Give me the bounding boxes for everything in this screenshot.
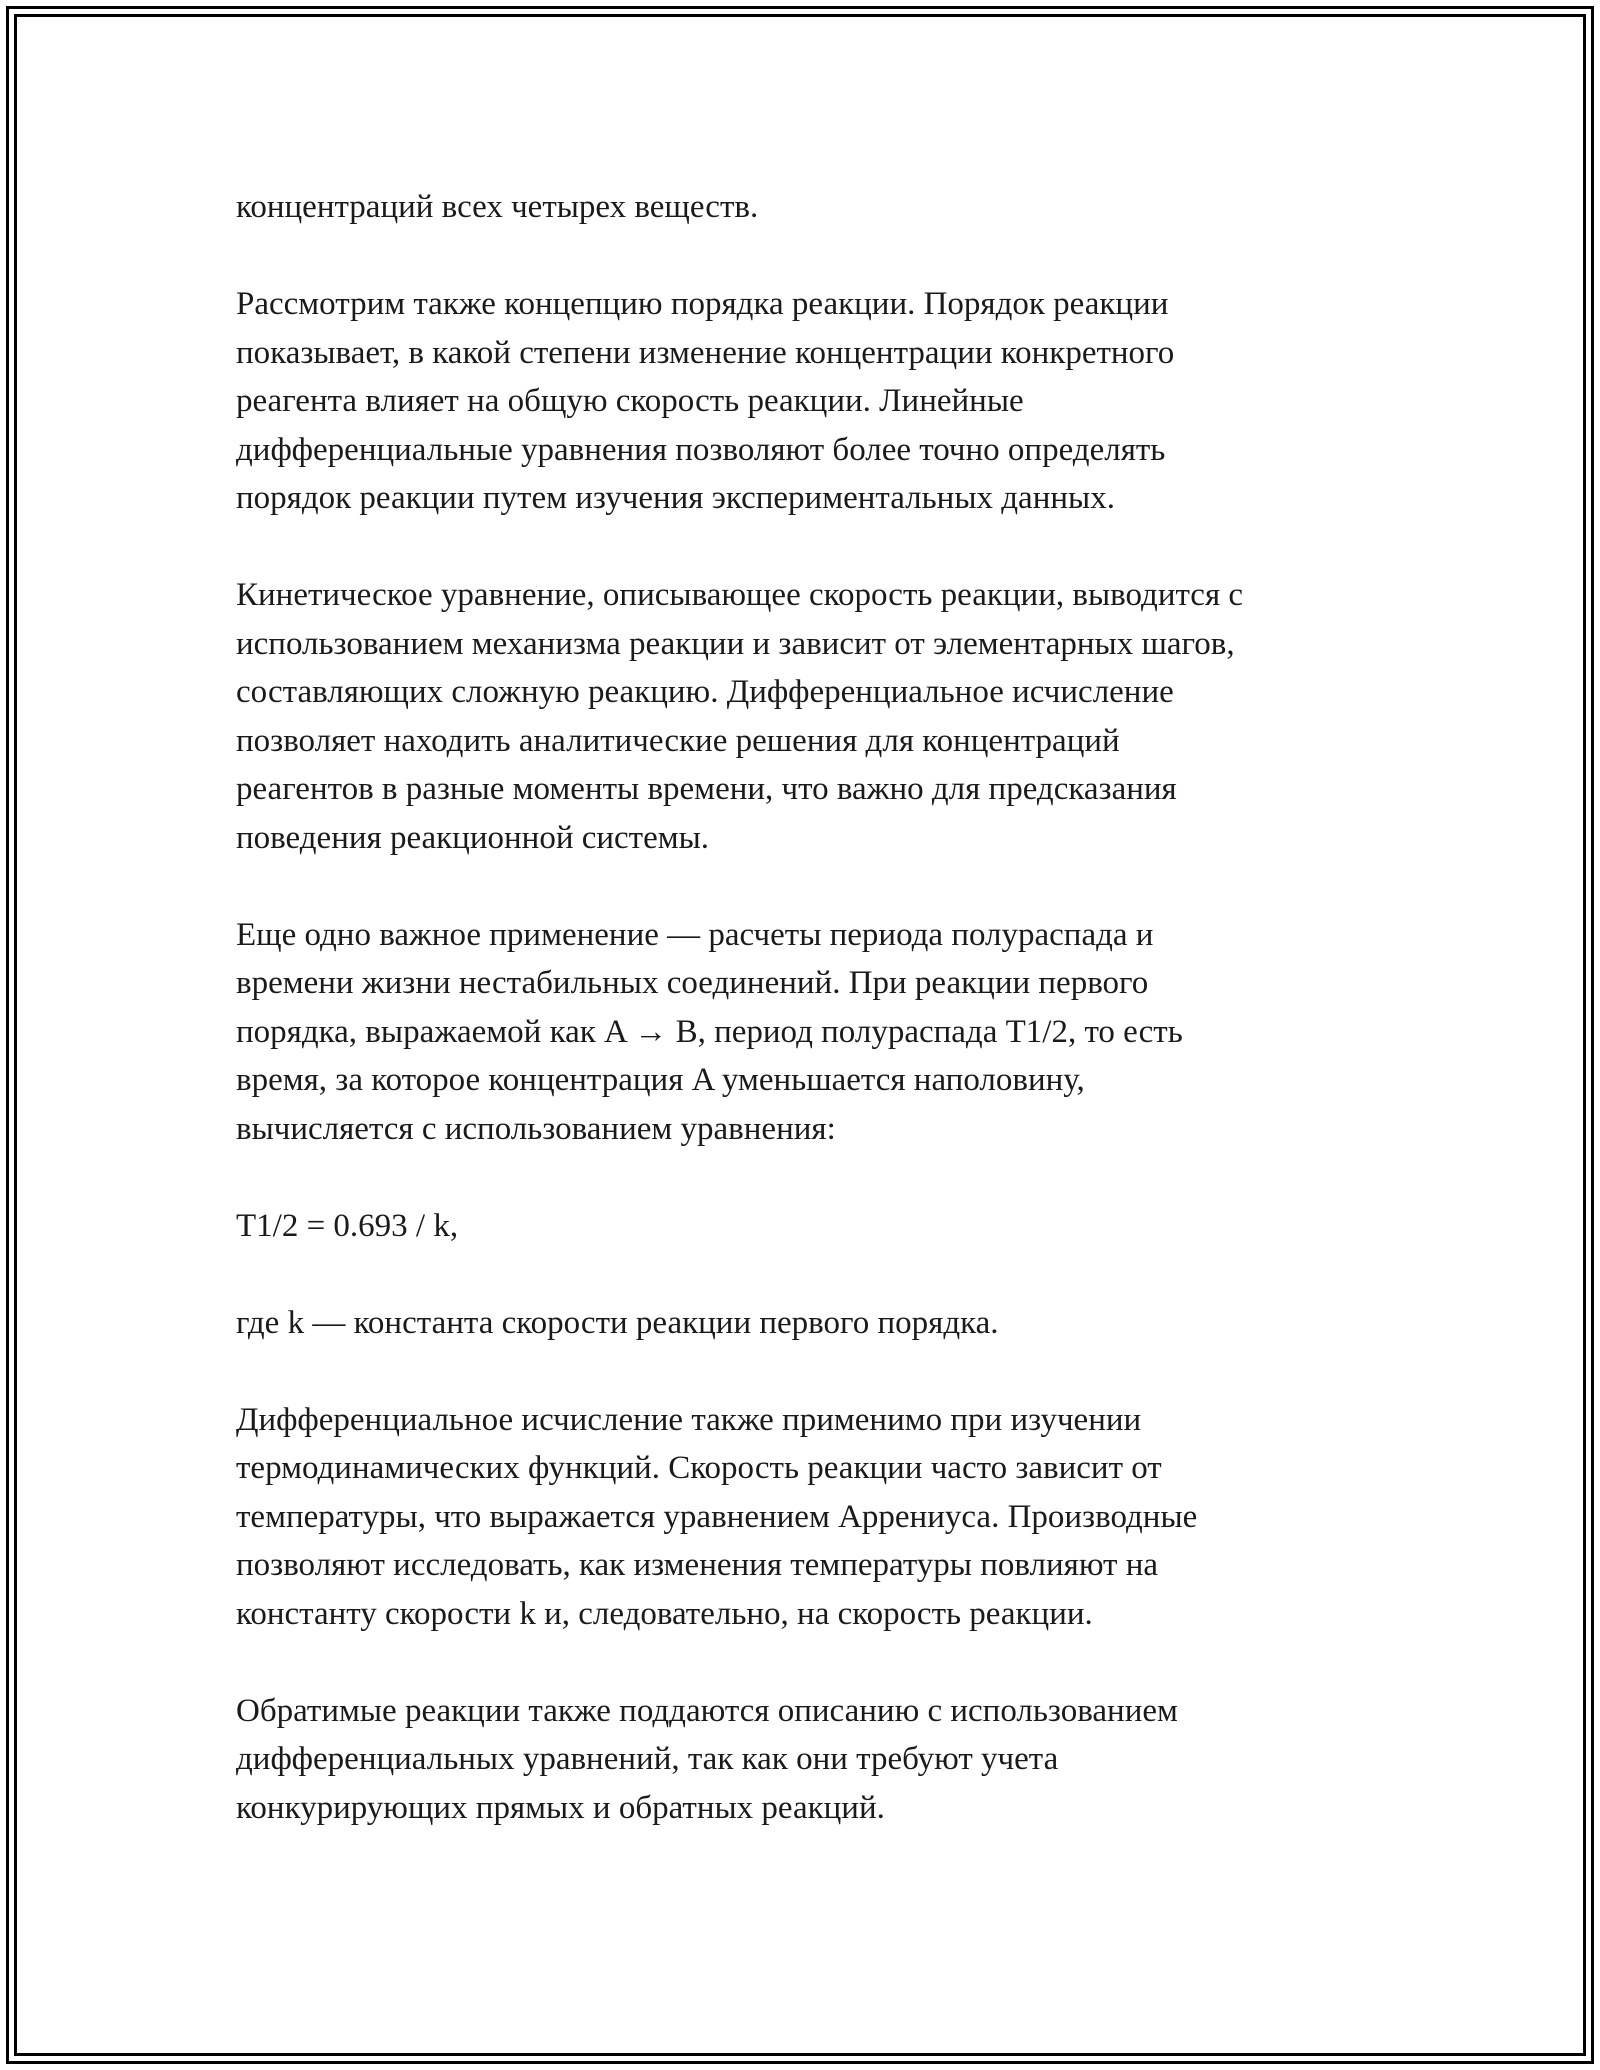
paragraph-continuation: концентраций всех четырех веществ. (236, 189, 759, 225)
paragraph-half-life: Еще одно важное применение — расчеты периода полураспада и времени жизни нестабильных соединений. При реакции первого порядка, выражаемой как A → B, период полураспада T1/2, то есть время, за которое концентрация A уменьшается наполовину, вычисляется с использованием уравнения: (236, 916, 1183, 1147)
half-life-equation: T1/2 = 0.693 / k, (236, 1207, 459, 1244)
paragraph-rate-constant: где k — константа скорости реакции первого порядка. (236, 1304, 999, 1341)
paragraph-thermodynamics: Дифференциальное исчисление также применимо при изучении термодинамических функций. Скорость реакции часто зависит от температуры, что выражается уравнением Аррениуса. Производные позволяют исследовать, как изменения температуры повлияют на константу скорости k и, следовательно, на скорость реакции. (236, 1401, 1198, 1632)
paragraph-reaction-order: Рассмотрим также концепцию порядка реакции. Порядок реакции показывает, в какой степени изменение концентрации конкретного реагента влияет на общую скорость реакции. Линейные дифференциальные уравнения позволяют более точно определять порядок реакции путем изучения экспериментальных данных. (236, 286, 1175, 516)
document-body (236, 183, 1406, 1881)
paragraph-reversible-reactions: Обратимые реакции также поддаются описанию с использованием дифференциальных уравнений, так как они требуют учета конкурирующих прямых и обратных реакций. (236, 1692, 1178, 1826)
paragraph-kinetic-equation: Кинетическое уравнение, описывающее скорость реакции, выводится с использованием механизма реакции и зависит от элементарных шагов, составляющих сложную реакцию. Дифференциальное исчисление позволяет находить аналитические решения для концентраций реагентов в разные моменты времени, что важно для предсказания поведения реакционной системы. (236, 577, 1244, 856)
